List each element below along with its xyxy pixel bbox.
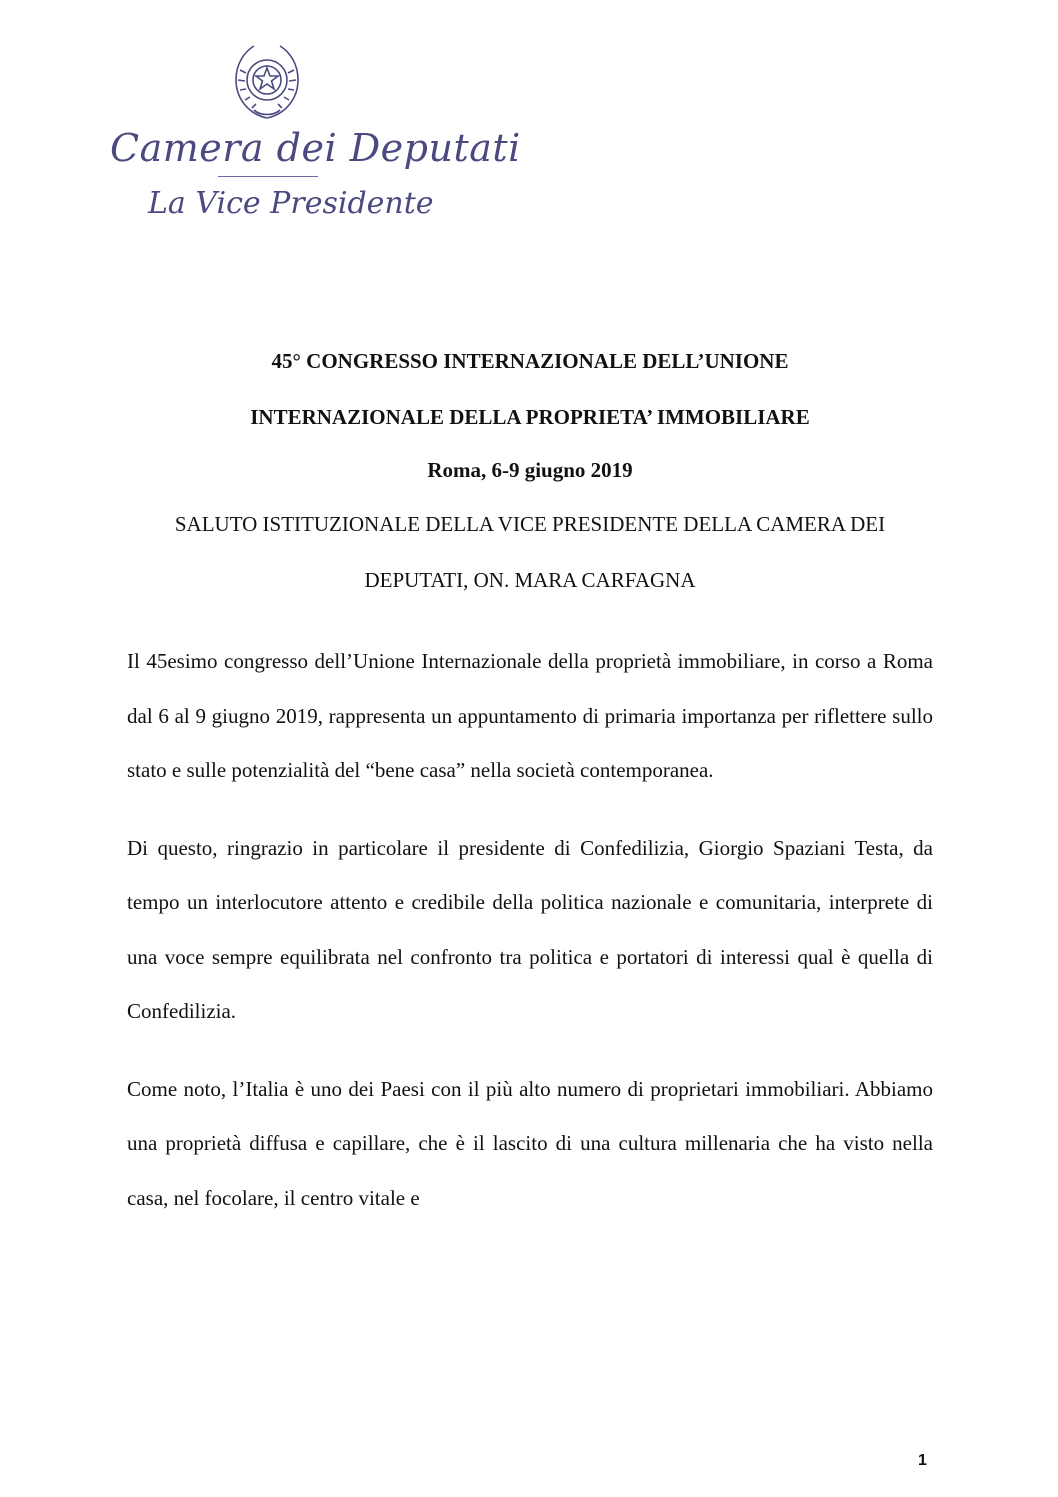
date-line: Roma, 6-9 giugno 2019 bbox=[427, 458, 633, 482]
subtitle: SALUTO ISTITUZIONALE DELLA VICE PRESIDENTE DELLA CAMERA DEI DEPUTATI, ON. MARA CARFAGNA bbox=[174, 512, 886, 592]
italian-republic-emblem-icon bbox=[230, 40, 304, 122]
document-body bbox=[127, 348, 933, 1248]
title-line-2: INTERNAZIONALE DELLA PROPRIETA’ IMMOBILIARE bbox=[250, 405, 810, 429]
paragraph: Il 45esimo congresso dell’Unione Internazionale della proprietà immobiliare, in corso a Roma dal 6 al 9 giugno 2019, rappresenta un appuntamento di primaria importanza per riflettere sullo stato e sulle potenzialità del “bene casa” nella società contemporanea. bbox=[127, 649, 933, 782]
org-role: La Vice Presidente bbox=[148, 186, 434, 221]
title-line-1: 45° CONGRESSO INTERNAZIONALE DELL’UNIONE bbox=[271, 349, 789, 373]
page-number: 1 bbox=[918, 1452, 927, 1469]
letterhead bbox=[100, 40, 521, 230]
paragraph: Di questo, ringrazio in particolare il presidente di Confedilizia, Giorgio Spaziani Testa, da tempo un interlocutore attento e credibile della politica nazionale e comunitaria, interprete di una voce sempre equilibrata nel confronto tra politica e portatori di interessi qual è quella di Confedilizia. bbox=[127, 835, 933, 1023]
letterhead-rule bbox=[218, 176, 318, 177]
paragraph: Come noto, l’Italia è uno dei Paesi con il più alto numero di proprietari immobiliari. Abbiamo una proprietà diffusa e capillare, che è il lascito di una cultura millenaria che ha visto nella casa, nel focolare, il centro vitale e bbox=[127, 1076, 933, 1210]
org-name: Camera dei Deputati bbox=[110, 126, 521, 170]
